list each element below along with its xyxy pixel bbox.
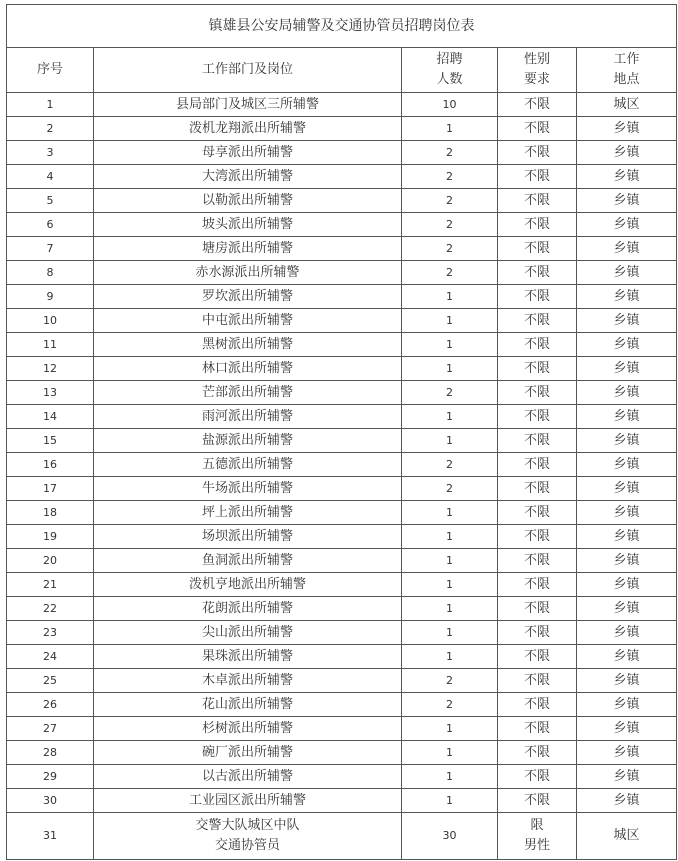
cell-gender: 不限 <box>498 285 577 309</box>
cell-gender: 不限 <box>498 141 577 165</box>
table-row <box>7 93 677 117</box>
cell-no: 24 <box>7 645 94 669</box>
cell-gender: 不限 <box>498 765 577 789</box>
cell-place: 乡镇 <box>577 309 677 333</box>
cell-gender: 不限 <box>498 501 577 525</box>
cell-gender: 不限 <box>498 477 577 501</box>
cell-count: 1 <box>402 645 498 669</box>
table-row <box>7 117 677 141</box>
cell-no: 13 <box>7 381 94 405</box>
cell-gender: 不限 <box>498 645 577 669</box>
cell-dept-line1: 交警大队城区中队 <box>195 818 300 833</box>
cell-dept: 场坝派出所辅警 <box>94 525 402 549</box>
cell-gender: 不限 <box>498 453 577 477</box>
cell-place: 乡镇 <box>577 525 677 549</box>
table-row-last <box>7 813 677 860</box>
cell-count: 2 <box>402 189 498 213</box>
cell-no: 1 <box>7 93 94 117</box>
cell-place: 城区 <box>577 93 677 117</box>
table-row <box>7 429 677 453</box>
cell-dept: 母享派出所辅警 <box>94 141 402 165</box>
cell-place: 乡镇 <box>577 429 677 453</box>
cell-gender: 不限 <box>498 309 577 333</box>
cell-place: 乡镇 <box>577 357 677 381</box>
header-gender-line1: 性别 <box>523 52 550 67</box>
cell-place: 乡镇 <box>577 213 677 237</box>
cell-place: 乡镇 <box>577 285 677 309</box>
cell-dept: 黑树派出所辅警 <box>94 333 402 357</box>
cell-no: 25 <box>7 669 94 693</box>
table-row <box>7 717 677 741</box>
cell-place: 乡镇 <box>577 501 677 525</box>
header-place <box>577 48 677 93</box>
cell-place: 乡镇 <box>577 189 677 213</box>
table-row <box>7 381 677 405</box>
table-row <box>7 237 677 261</box>
cell-count: 1 <box>402 765 498 789</box>
table-row <box>7 525 677 549</box>
cell-no: 8 <box>7 261 94 285</box>
cell-gender-line2: 男性 <box>523 838 550 853</box>
cell-gender: 不限 <box>498 357 577 381</box>
cell-gender: 不限 <box>498 525 577 549</box>
cell-no: 20 <box>7 549 94 573</box>
table-row <box>7 165 677 189</box>
cell-gender: 不限 <box>498 213 577 237</box>
table-row <box>7 261 677 285</box>
header-count-line1: 招聘 <box>436 52 463 67</box>
cell-dept: 泼机龙翔派出所辅警 <box>94 117 402 141</box>
cell-count: 2 <box>402 237 498 261</box>
cell-dept: 木卓派出所辅警 <box>94 669 402 693</box>
cell-count: 2 <box>402 453 498 477</box>
cell-gender: 不限 <box>498 693 577 717</box>
cell-place: 乡镇 <box>577 333 677 357</box>
header-count <box>402 48 498 93</box>
cell-place: 乡镇 <box>577 549 677 573</box>
table-row <box>7 453 677 477</box>
cell-count: 2 <box>402 165 498 189</box>
cell-no: 14 <box>7 405 94 429</box>
table-row <box>7 765 677 789</box>
cell-count: 2 <box>402 213 498 237</box>
cell-no: 23 <box>7 621 94 645</box>
table-row <box>7 789 677 813</box>
cell-gender: 不限 <box>498 405 577 429</box>
cell-gender: 不限 <box>498 789 577 813</box>
cell-dept: 以古派出所辅警 <box>94 765 402 789</box>
cell-dept: 花山派出所辅警 <box>94 693 402 717</box>
cell-gender: 不限 <box>498 429 577 453</box>
cell-no: 15 <box>7 429 94 453</box>
cell-dept: 以勒派出所辅警 <box>94 189 402 213</box>
cell-no: 29 <box>7 765 94 789</box>
cell-count: 1 <box>402 573 498 597</box>
header-count-line2: 人数 <box>436 72 463 87</box>
cell-count: 1 <box>402 285 498 309</box>
cell-place: 乡镇 <box>577 621 677 645</box>
table-row <box>7 405 677 429</box>
table-row <box>7 357 677 381</box>
cell-dept: 杉树派出所辅警 <box>94 717 402 741</box>
cell-no: 11 <box>7 333 94 357</box>
cell-count: 1 <box>402 429 498 453</box>
cell-gender: 不限 <box>498 717 577 741</box>
cell-count: 2 <box>402 693 498 717</box>
cell-place: 乡镇 <box>577 453 677 477</box>
cell-place: 乡镇 <box>577 141 677 165</box>
cell-gender: 不限 <box>498 381 577 405</box>
table-title: 镇雄县公安局辅警及交通协管员招聘岗位表 <box>7 5 677 48</box>
cell-dept: 罗坎派出所辅警 <box>94 285 402 309</box>
cell-no: 10 <box>7 309 94 333</box>
table-row <box>7 693 677 717</box>
cell-place: 城区 <box>577 813 677 860</box>
cell-count: 2 <box>402 381 498 405</box>
cell-no: 7 <box>7 237 94 261</box>
cell-place: 乡镇 <box>577 597 677 621</box>
cell-count: 2 <box>402 141 498 165</box>
table-row <box>7 597 677 621</box>
cell-count: 1 <box>402 597 498 621</box>
cell-no: 27 <box>7 717 94 741</box>
cell-no: 30 <box>7 789 94 813</box>
cell-dept-line2: 交通协管员 <box>214 838 280 853</box>
cell-count: 1 <box>402 405 498 429</box>
table-row <box>7 309 677 333</box>
cell-gender <box>498 813 577 860</box>
cell-no: 12 <box>7 357 94 381</box>
cell-place: 乡镇 <box>577 477 677 501</box>
cell-count: 10 <box>402 93 498 117</box>
cell-no: 26 <box>7 693 94 717</box>
cell-dept: 坡头派出所辅警 <box>94 213 402 237</box>
cell-place: 乡镇 <box>577 789 677 813</box>
cell-dept <box>94 813 402 860</box>
header-gender-line2: 要求 <box>523 72 550 87</box>
cell-place: 乡镇 <box>577 645 677 669</box>
cell-dept: 果珠派出所辅警 <box>94 645 402 669</box>
table-row <box>7 141 677 165</box>
cell-dept: 林口派出所辅警 <box>94 357 402 381</box>
cell-count: 1 <box>402 621 498 645</box>
cell-dept: 县局部门及城区三所辅警 <box>94 93 402 117</box>
cell-dept: 雨河派出所辅警 <box>94 405 402 429</box>
table-row <box>7 741 677 765</box>
cell-count: 1 <box>402 357 498 381</box>
header-place-line2: 地点 <box>613 72 640 87</box>
cell-gender: 不限 <box>498 597 577 621</box>
cell-count: 1 <box>402 717 498 741</box>
cell-place: 乡镇 <box>577 381 677 405</box>
cell-place: 乡镇 <box>577 261 677 285</box>
cell-no: 2 <box>7 117 94 141</box>
cell-gender: 不限 <box>498 189 577 213</box>
cell-no: 4 <box>7 165 94 189</box>
cell-dept: 五德派出所辅警 <box>94 453 402 477</box>
table-row <box>7 477 677 501</box>
cell-place: 乡镇 <box>577 717 677 741</box>
cell-dept: 赤水源派出所辅警 <box>94 261 402 285</box>
cell-gender: 不限 <box>498 573 577 597</box>
cell-count: 1 <box>402 333 498 357</box>
cell-count: 1 <box>402 525 498 549</box>
cell-dept: 花朗派出所辅警 <box>94 597 402 621</box>
cell-gender: 不限 <box>498 333 577 357</box>
header-gender <box>498 48 577 93</box>
cell-count: 30 <box>402 813 498 860</box>
cell-gender: 不限 <box>498 165 577 189</box>
cell-count: 2 <box>402 261 498 285</box>
cell-gender: 不限 <box>498 93 577 117</box>
title-row <box>7 5 677 48</box>
cell-gender: 不限 <box>498 549 577 573</box>
cell-place: 乡镇 <box>577 237 677 261</box>
cell-no: 5 <box>7 189 94 213</box>
table-row <box>7 669 677 693</box>
cell-dept: 坪上派出所辅警 <box>94 501 402 525</box>
table-row <box>7 501 677 525</box>
cell-no: 9 <box>7 285 94 309</box>
cell-no: 18 <box>7 501 94 525</box>
cell-dept: 塘房派出所辅警 <box>94 237 402 261</box>
cell-place: 乡镇 <box>577 765 677 789</box>
cell-count: 1 <box>402 549 498 573</box>
header-row <box>7 48 677 93</box>
cell-no: 16 <box>7 453 94 477</box>
cell-gender: 不限 <box>498 741 577 765</box>
cell-no: 17 <box>7 477 94 501</box>
cell-dept: 大湾派出所辅警 <box>94 165 402 189</box>
header-place-line1: 工作 <box>613 52 640 67</box>
recruitment-table <box>6 4 677 860</box>
cell-gender: 不限 <box>498 237 577 261</box>
cell-place: 乡镇 <box>577 573 677 597</box>
cell-count: 1 <box>402 117 498 141</box>
cell-count: 1 <box>402 309 498 333</box>
cell-no: 19 <box>7 525 94 549</box>
cell-no: 3 <box>7 141 94 165</box>
cell-dept: 鱼洞派出所辅警 <box>94 549 402 573</box>
cell-no: 21 <box>7 573 94 597</box>
table-row <box>7 573 677 597</box>
cell-count: 1 <box>402 741 498 765</box>
cell-place: 乡镇 <box>577 741 677 765</box>
cell-dept: 泼机亨地派出所辅警 <box>94 573 402 597</box>
header-no: 序号 <box>7 48 94 93</box>
cell-no: 6 <box>7 213 94 237</box>
cell-place: 乡镇 <box>577 117 677 141</box>
table-row <box>7 285 677 309</box>
cell-dept: 中屯派出所辅警 <box>94 309 402 333</box>
cell-dept: 牛场派出所辅警 <box>94 477 402 501</box>
cell-count: 1 <box>402 789 498 813</box>
cell-place: 乡镇 <box>577 693 677 717</box>
cell-place: 乡镇 <box>577 669 677 693</box>
cell-gender: 不限 <box>498 117 577 141</box>
cell-gender: 不限 <box>498 669 577 693</box>
cell-no: 22 <box>7 597 94 621</box>
table-row <box>7 333 677 357</box>
table-row <box>7 549 677 573</box>
table-row <box>7 645 677 669</box>
cell-place: 乡镇 <box>577 405 677 429</box>
table-row <box>7 621 677 645</box>
cell-count: 1 <box>402 501 498 525</box>
cell-count: 2 <box>402 477 498 501</box>
header-dept: 工作部门及岗位 <box>94 48 402 93</box>
cell-gender: 不限 <box>498 621 577 645</box>
cell-place: 乡镇 <box>577 165 677 189</box>
cell-gender: 不限 <box>498 261 577 285</box>
table-row <box>7 189 677 213</box>
cell-count: 2 <box>402 669 498 693</box>
cell-dept: 芒部派出所辅警 <box>94 381 402 405</box>
cell-dept: 碗厂派出所辅警 <box>94 741 402 765</box>
cell-no: 28 <box>7 741 94 765</box>
cell-no: 31 <box>7 813 94 860</box>
cell-dept: 盐源派出所辅警 <box>94 429 402 453</box>
cell-dept: 工业园区派出所辅警 <box>94 789 402 813</box>
table-row <box>7 213 677 237</box>
cell-dept: 尖山派出所辅警 <box>94 621 402 645</box>
cell-gender-line1: 限 <box>530 818 544 833</box>
